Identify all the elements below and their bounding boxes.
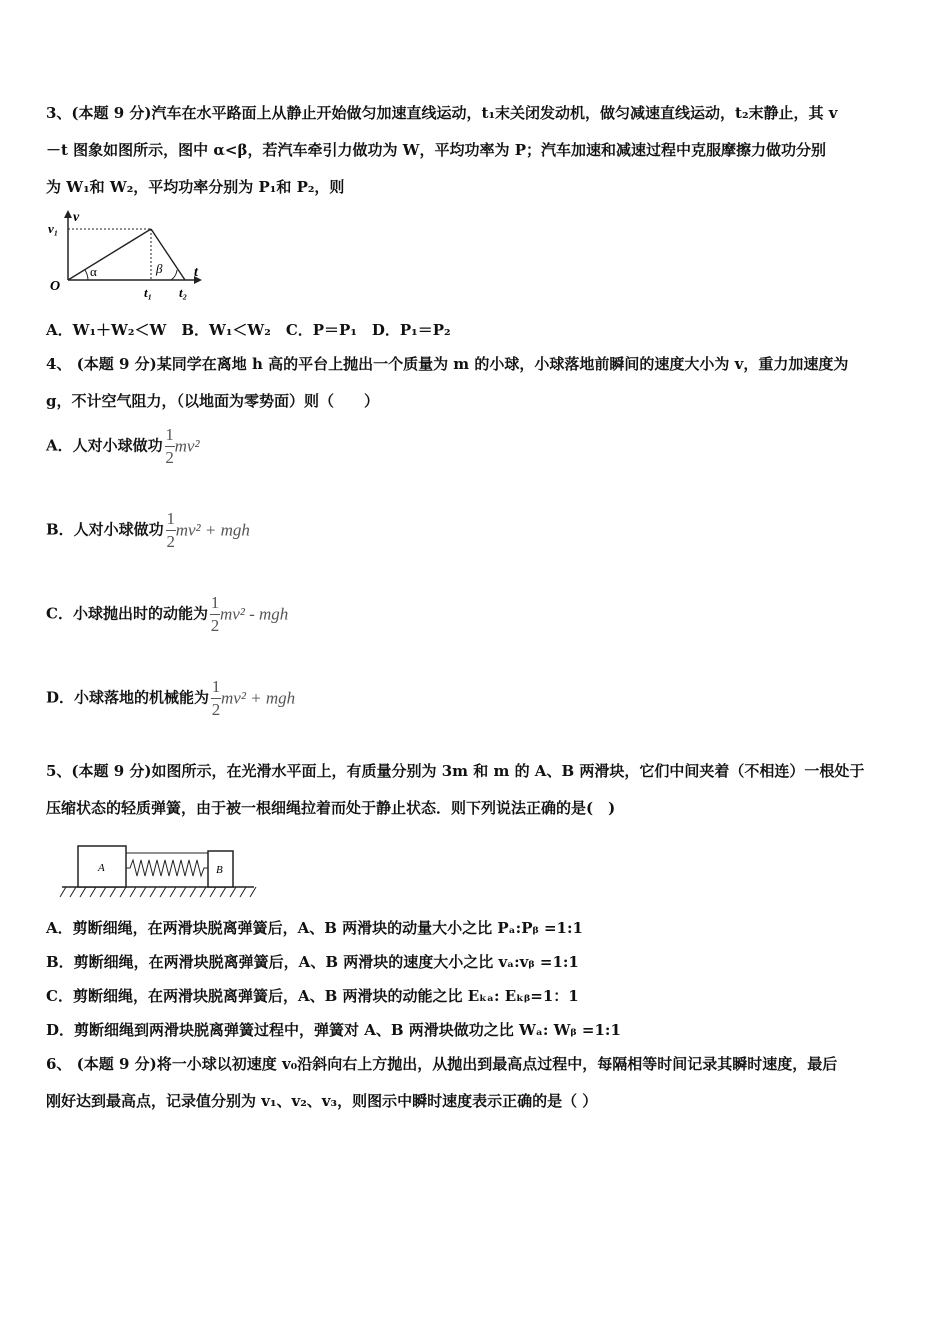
q4-option-b (46, 508, 250, 553)
q6-line-1: 6、 (本题 9 分)将一小球以初速度 v₀沿斜向右上方抛出，从抛出到最高点过程中，每隔相等时间记录其瞬时速度，最后 (46, 1055, 838, 1073)
block-a-label: A (98, 862, 105, 874)
q4-option-b-expr: mv² + mgh (175, 520, 250, 540)
q5-option-d: D．剪断细绳到两滑块脱离弹簧过程中，弹簧对 A、B 两滑块做功之比 Wₐ: Wᵦ =1:1 (46, 1021, 621, 1039)
q3-options: A．W₁＋W₂＜W B．W₁＜W₂ C．P＝P₁ D．P₁＝P₂ (46, 321, 451, 339)
q4-option-d-label: D．小球落地的机械能为 (46, 688, 210, 707)
q3-line-2: －t 图象如图所示，图中 α<β，若汽车牵引力做功为 W，平均功率为 P；汽车加速和减速过程中克服摩擦力做功分别 (46, 141, 827, 159)
v-axis-arrow (64, 210, 72, 218)
spring (126, 860, 208, 876)
q4-option-c (46, 592, 288, 637)
t-axis-label: t (194, 265, 198, 280)
fraction-half: $\frac{1}{2}$ (210, 593, 220, 635)
beta-label: β (156, 261, 163, 276)
fraction-half: $\frac{1}{2}$ (211, 677, 221, 719)
t1-label: t₁ (144, 285, 153, 300)
block-b-label: B (216, 864, 223, 876)
origin-label: O (50, 279, 61, 294)
q4-option-b-label: B．人对小球做功 (46, 520, 164, 539)
fraction-half: $\frac{1}{2}$ (166, 509, 175, 551)
q4-option-c-expr: mv² - mgh (219, 604, 289, 624)
ground-hatching (60, 887, 256, 897)
q3-line-1: 3、(本题 9 分)汽车在水平路面上从静止开始做匀加速直线运动，t₁末关闭发动机，做匀减速直线运动，t₂末静止，其 v (46, 104, 838, 122)
q4-option-a (46, 424, 200, 469)
q3-line-3: 为 W₁和 W₂，平均功率分别为 P₁和 P₂，则 (46, 178, 345, 196)
q4-line-2: g，不计空气阻力，（以地面为零势面）则（ ） (46, 392, 379, 410)
q4-option-a-expr: mv² (174, 436, 200, 456)
q5-option-a: A．剪断细绳，在两滑块脱离弹簧后，A、B 两滑块的动量大小之比 Pₐ:Pᵦ =1:1 (46, 919, 583, 937)
beta-arc (171, 270, 177, 280)
spring-blocks-figure (58, 840, 258, 902)
q5-line-2: 压缩状态的轻质弹簧，由于被一根细绳拉着而处于静止状态．则下列说法正确的是( ) (46, 799, 616, 817)
q4-line-1: 4、 (本题 9 分)某同学在离地 h 高的平台上抛出一个质量为 m 的小球，小球落地前瞬间的速度大小为 v，重力加速度为 (46, 355, 849, 373)
vt-graph-figure (44, 208, 214, 304)
q5-line-1: 5、(本题 9 分)如图所示，在光滑水平面上，有质量分别为 3m 和 m 的 A、B 两滑块，它们中间夹着（不相连）一根处于 (46, 762, 865, 780)
v1-label: v₁ (48, 221, 59, 236)
q5-option-c: C．剪断细绳，在两滑块脱离弹簧后，A、B 两滑块的动能之比 Eₖₐ: Eₖᵦ=1：1 (46, 987, 579, 1005)
fraction-half: $\frac{1}{2}$ (165, 425, 174, 467)
q5-option-b: B．剪断细绳，在两滑块脱离弹簧后，A、B 两滑块的速度大小之比 vₐ:vᵦ =1:1 (46, 953, 579, 971)
q4-option-d (46, 676, 295, 721)
v-axis-label: v (73, 210, 80, 225)
q4-option-a-label: A．人对小球做功 (46, 436, 163, 455)
alpha-label: α (90, 264, 97, 279)
q4-option-d-expr: mv² + mgh (221, 688, 296, 708)
t2-label: t₂ (179, 285, 188, 300)
accelerate-segment (68, 229, 151, 280)
alpha-arc (85, 270, 88, 280)
q6-line-2: 刚好达到最高点，记录值分别为 v₁、v₂、v₃，则图示中瞬时速度表示正确的是（ ） (46, 1092, 598, 1110)
q4-option-c-label: C．小球抛出时的动能为 (46, 604, 208, 623)
